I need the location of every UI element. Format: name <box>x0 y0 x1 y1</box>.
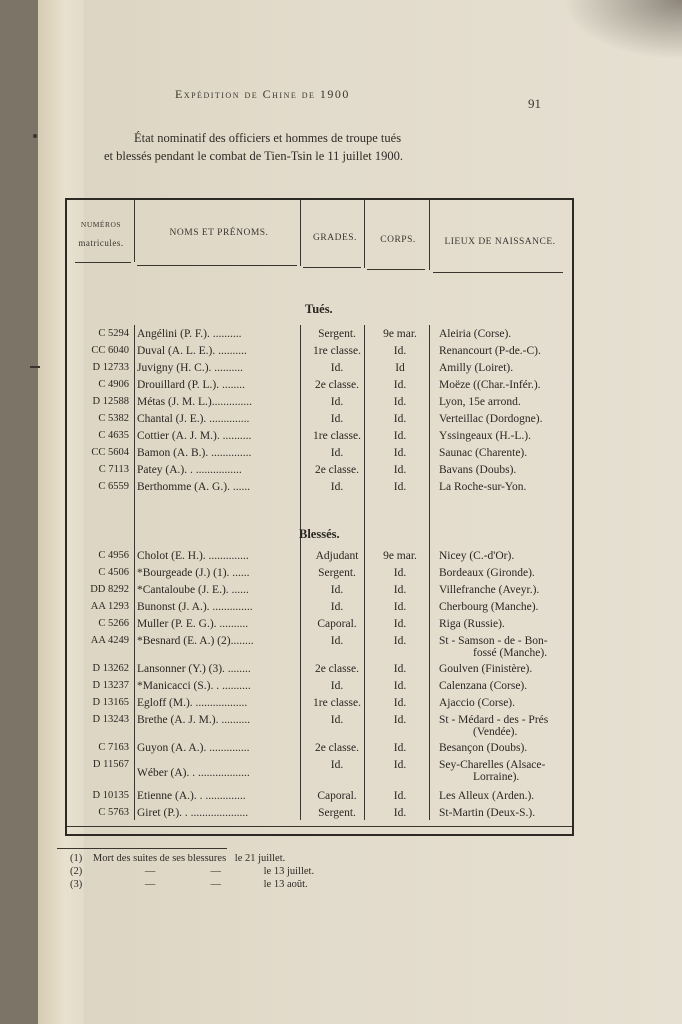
running-head: Expédition de Chine de 1900 <box>175 87 350 101</box>
name: Berthomme (A. G.). ...... <box>137 481 251 493</box>
grade: 2e classe. <box>314 663 360 675</box>
name: Brethe (A. J. M.). .......... <box>137 714 251 726</box>
col-header-birthplace: LIEUX DE NAISSANCE. <box>444 237 556 247</box>
table-row <box>67 550 572 567</box>
birthplace: Moëze ((Char.-Infér.). <box>439 379 541 391</box>
birthplace-continued: fossé (Manche). <box>473 647 548 659</box>
table-row <box>67 447 572 464</box>
col-header-num-line2: matricules. <box>78 238 124 248</box>
document-title-line-1: État nominatif des officiers et hommes de troupe tués <box>134 131 402 145</box>
name: Cottier (A. J. M.). .......... <box>137 430 252 442</box>
table-row <box>67 618 572 635</box>
matricule: C 4506 <box>98 567 129 578</box>
footnote-3 <box>70 879 308 890</box>
birthplace: St - Médard - des - Prés <box>439 714 549 726</box>
birthplace-group <box>439 714 548 738</box>
name: Egloff (M.). .................. <box>137 697 248 709</box>
table-row <box>67 345 572 362</box>
header-divider <box>134 200 135 262</box>
grade: Id. <box>330 447 344 459</box>
grade: Sergent. <box>318 567 356 579</box>
corps: 9e mar. <box>383 550 417 562</box>
footnote-date: le 13 juillet. <box>263 866 315 877</box>
corps: Id. <box>393 697 407 709</box>
birthplace: Lyon, 15e arrond. <box>439 396 521 408</box>
matricule: C 4956 <box>98 550 129 561</box>
name: Muller (P. E. G.). .......... <box>137 618 249 630</box>
corps: Id. <box>393 618 407 630</box>
footnote-date: le 13 août. <box>263 879 308 890</box>
corps: Id. <box>393 714 407 726</box>
header-rule <box>303 267 361 268</box>
name: Drouillard (P. L.). ........ <box>137 379 245 391</box>
name: Guyon (A. A.). .............. <box>137 742 250 754</box>
grade: 2e classe. <box>314 464 360 476</box>
birthplace: Sey-Charelles (Alsace- <box>439 759 546 771</box>
table-row <box>67 567 572 584</box>
matricule: C 4906 <box>98 379 129 390</box>
header-rule <box>75 262 131 263</box>
grade: Id. <box>330 759 344 771</box>
birthplace: Ajaccio (Corse). <box>439 697 515 709</box>
grade: Id. <box>330 584 344 596</box>
binding-mark <box>30 366 40 368</box>
footnote-rule <box>57 848 227 849</box>
birthplace: La Roche-sur-Yon. <box>439 481 527 493</box>
matricule: AA 4249 <box>90 635 129 646</box>
name: Lansonner (Y.) (3). ........ <box>137 663 251 675</box>
table-row <box>67 807 572 824</box>
name: Cholot (E. H.). .............. <box>137 550 249 562</box>
corps: Id. <box>393 345 407 357</box>
table-row <box>67 328 572 345</box>
birthplace: Aleiria (Corse). <box>439 328 512 340</box>
header-divider <box>429 200 430 270</box>
matricule: CC 6040 <box>91 345 129 356</box>
document-title-line-2: et blessés pendant le combat de Tien-Tsin le 11 juillet 1900. <box>104 149 403 163</box>
grade: Id. <box>330 680 344 692</box>
grade: Sergent. <box>318 807 356 819</box>
col-header-num-line1: NUMÉROS <box>80 220 122 229</box>
grade: Id. <box>330 635 344 647</box>
matricule: C 6559 <box>98 481 129 492</box>
table-bottom-rule <box>67 826 572 827</box>
matricule: DD 8292 <box>90 584 129 595</box>
birthplace: Villefranche (Aveyr.). <box>439 584 540 596</box>
matricule: D 10135 <box>92 790 129 801</box>
corps: Id. <box>393 663 407 675</box>
grade: Adjudant <box>315 550 359 562</box>
name: *Bourgeade (J.) (1). ...... <box>137 567 250 579</box>
birthplace: Renancourt (P-de.-C). <box>439 345 541 357</box>
birthplace: Bordeaux (Gironde). <box>439 567 535 579</box>
footnote-text: Mort des suites de ses blessures <box>92 853 227 864</box>
matricule: D 13237 <box>92 680 129 691</box>
matricule: D 13165 <box>92 697 129 708</box>
name: *Manicacci (S.). . .......... <box>137 680 251 692</box>
corps: Id <box>395 362 405 374</box>
matricule: C 5382 <box>98 413 129 424</box>
header-divider <box>300 200 301 266</box>
birthplace: Riga (Russie). <box>439 618 505 630</box>
grade: Id. <box>330 362 344 374</box>
grade: 1re classe. <box>313 430 361 442</box>
footnote-mark: (3) <box>70 879 83 890</box>
table-row <box>67 413 572 430</box>
birthplace-group <box>439 635 548 659</box>
table-row <box>67 379 572 396</box>
birthplace: Verteillac (Dordogne). <box>439 413 543 425</box>
corps: Id. <box>393 413 407 425</box>
section-title-wounded: Blessés. <box>299 527 340 541</box>
corps: Id. <box>393 790 407 802</box>
corps: Id. <box>393 447 407 459</box>
table-row <box>67 464 572 481</box>
name: *Cantaloube (J. E.). ...... <box>137 584 249 596</box>
matricule: C 4635 <box>98 430 129 441</box>
table-row <box>67 663 572 680</box>
table-row <box>67 396 572 413</box>
table-row <box>67 601 572 618</box>
binding-mark <box>33 134 37 138</box>
birthplace: St - Samson - de - Bon- <box>439 635 548 647</box>
table-row <box>67 697 572 714</box>
grade: 2e classe. <box>314 742 360 754</box>
name: Giret (P.). . .................... <box>137 807 249 819</box>
grade: Id. <box>330 413 344 425</box>
footnote-mark: (2) <box>70 866 83 877</box>
footnote-date: le 21 juillet. <box>234 853 286 864</box>
table-row <box>67 362 572 379</box>
corps: 9e mar. <box>383 328 417 340</box>
corps: Id. <box>393 584 407 596</box>
footnote-2 <box>70 866 314 877</box>
table-row <box>67 584 572 601</box>
name: Bunonst (J. A.). .............. <box>137 601 253 613</box>
corps: Id. <box>393 601 407 613</box>
grade: Id. <box>330 396 344 408</box>
corps: Id. <box>393 567 407 579</box>
grade: Sergent. <box>318 328 356 340</box>
birthplace-continued: (Vendée). <box>473 726 518 738</box>
col-header-name: NOMS ET PRÉNOMS. <box>169 228 269 238</box>
birthplace: Goulven (Finistère). <box>439 663 533 675</box>
matricule: D 12588 <box>92 396 129 407</box>
name: Juvigny (H. C.). .......... <box>137 362 244 374</box>
name: Bamon (A. B.). .............. <box>137 447 252 459</box>
matricule: D 12733 <box>92 362 129 373</box>
footnote-1 <box>70 853 285 864</box>
birthplace: St-Martin (Deux-S.). <box>439 807 536 819</box>
corps: Id. <box>393 742 407 754</box>
matricule: C 5266 <box>98 618 129 629</box>
name: *Besnard (E. A.) (2)........ <box>137 635 254 647</box>
matricule: D 11567 <box>92 759 129 770</box>
grade: Id. <box>330 714 344 726</box>
grade: Id. <box>330 481 344 493</box>
table-row <box>67 430 572 447</box>
name: Chantal (J. E.). .............. <box>137 413 250 425</box>
birthplace-group <box>439 759 545 783</box>
birthplace: Yssingeaux (H.-L.). <box>439 430 531 442</box>
birthplace: Calenzana (Corse). <box>439 680 528 692</box>
footnote-text: — — <box>144 866 221 877</box>
corps: Id. <box>393 430 407 442</box>
matricule: C 7163 <box>98 742 129 753</box>
name: Angélini (P. F.). .......... <box>137 328 242 340</box>
birthplace: Amilly (Loiret). <box>439 362 514 374</box>
table-row <box>67 742 572 759</box>
section-title-killed: Tués. <box>305 302 333 316</box>
corps: Id. <box>393 759 407 771</box>
grade: Id. <box>330 601 344 613</box>
grade: 1re classe. <box>313 697 361 709</box>
matricule: C 5294 <box>98 328 129 339</box>
corps: Id. <box>393 379 407 391</box>
header-rule <box>367 269 425 270</box>
matricule: C 7113 <box>98 464 129 475</box>
table-row <box>67 680 572 697</box>
birthplace: Saunac (Charente). <box>439 447 528 459</box>
corps: Id. <box>393 396 407 408</box>
matricule: CC 5604 <box>91 447 129 458</box>
birthplace: Bavans (Doubs). <box>439 464 517 476</box>
corps: Id. <box>393 635 407 647</box>
birthplace: Cherbourg (Manche). <box>439 601 539 613</box>
col-header-grade: GRADES. <box>313 233 357 243</box>
name: Patey (A.). . ................ <box>137 464 242 476</box>
footnote-mark: (1) <box>70 853 83 864</box>
corps: Id. <box>393 807 407 819</box>
header-divider <box>364 200 365 268</box>
grade: Caporal. <box>317 618 357 630</box>
birthplace: Les Alleux (Arden.). <box>439 790 535 802</box>
col-header-corps: CORPS. <box>380 235 416 245</box>
corps: Id. <box>393 481 407 493</box>
birthplace: Nicey (C.-d'Or). <box>439 550 515 562</box>
table-row <box>67 790 572 807</box>
table-row <box>67 759 572 793</box>
name: Métas (J. M. L.).............. <box>137 396 252 408</box>
matricule: D 13262 <box>92 663 129 674</box>
corps: Id. <box>393 680 407 692</box>
birthplace: Besançon (Doubs). <box>439 742 528 754</box>
roster-table <box>65 198 574 836</box>
header-rule <box>433 272 563 273</box>
matricule: AA 1293 <box>90 601 129 612</box>
matricule: C 5763 <box>98 807 129 818</box>
corps: Id. <box>393 464 407 476</box>
grade: 1re classe. <box>313 345 361 357</box>
name: Wéber (A). . .................. <box>137 767 250 779</box>
name: Etienne (A.). . .............. <box>137 790 246 802</box>
footnote-text: — — <box>144 879 221 890</box>
grade: Caporal. <box>317 790 357 802</box>
header-rule <box>137 265 297 266</box>
grade: 2e classe. <box>314 379 360 391</box>
matricule: D 13243 <box>92 714 129 725</box>
birthplace-continued: Lorraine). <box>473 771 520 783</box>
page-number: 91 <box>528 96 541 111</box>
name: Duval (A. L. E.). .......... <box>137 345 247 357</box>
page-shadow <box>562 0 682 60</box>
table-row <box>67 481 572 498</box>
